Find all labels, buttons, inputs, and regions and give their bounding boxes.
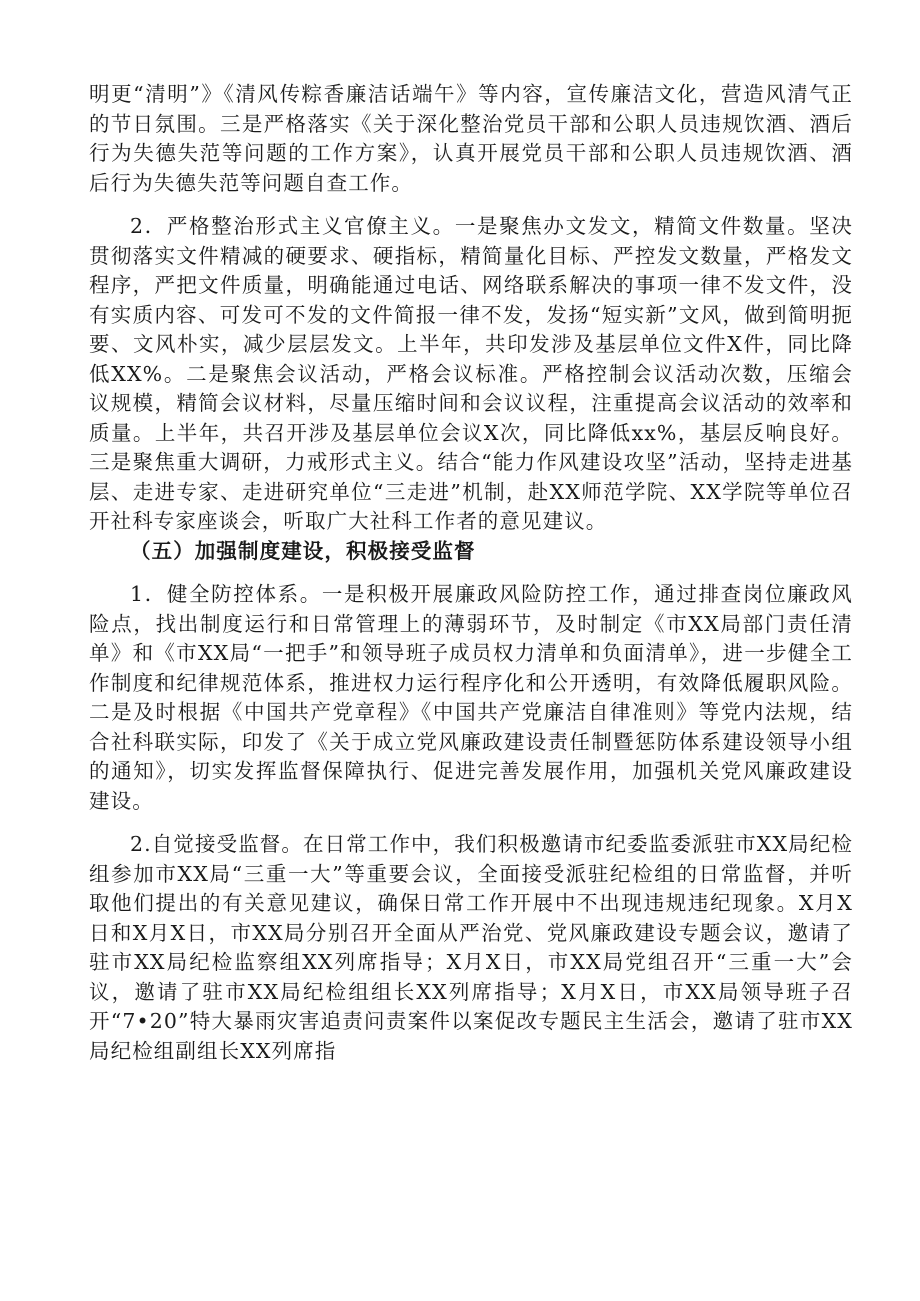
paragraph-prevention-system: 1．健全防控体系。一是积极开展廉政风险防控工作，通过排查岗位廉政风险点，找出制度运行和日常管理上的薄弱环节，及时制定《市XX局部门责任清单》和《市XX局“一把手”和领导班子成员权力清单和负面清单》，进一步健全工作制度和纪律规范体系，推进权力运行程序化和公开透明，有效降低履职风险。二是及时根据《中国共产党章程》《中国共产党廉洁自律准则》等党内法规，结合社科联实际，印发了《关于成立党风廉政建设责任制暨惩防体系建设领导小组的通知》，切实发挥监督保障执行、促进完善发展作用，加强机关党风廉政建设建设。 xyxy=(89,582,853,813)
paragraph-formalism-rectification: 2．严格整治形式主义官僚主义。一是聚焦办文发文，精简文件数量。坚决贯彻落实文件精减的硬要求、硬指标，精简量化目标、严控发文数量，严格发文程序，严把文件质量，明确能通过电话、网络联系解决的事项一律不发文件，没有实质内容、可发可不发的文件简报一律不发，发扬“短实新”文风，做到简明扼要、文风朴实，减少层层发文。上半年，共印发涉及基层单位文件X件，同比降低XX%。二是聚焦会议活动，严格会议标准。严格控制会议活动次数，压缩会议规模，精简会议材料，尽量压缩时间和会议议程，注重提高会议活动的效率和质量。上半年，共召开涉及基层单位会议X次，同比降低xx%，基层反响良好。三是聚焦重大调研，力戒形式主义。结合“能力作风建设攻坚”活动，坚持走进基层、走进专家、走进研究单位“三走进”机制，赴XX师范学院、XX学院等单位召开社科专家座谈会，听取广大社科工作者的意见建议。 xyxy=(89,214,853,533)
document-page xyxy=(89,80,853,1066)
paragraph-festival-culture: 明更“清明”》《清风传粽香廉洁话端午》等内容，宣传廉洁文化，营造风清气正的节日氛围。三是严格落实《关于深化整治党员干部和公职人员违规饮酒、酒后行为失德失范等问题的工作方案》，认真开展党员干部和公职人员违规饮酒、酒后行为失德失范等问题自查工作。 xyxy=(89,82,853,195)
section-heading-system-building: （五）加强制度建设，积极接受监督 xyxy=(130,538,476,563)
paragraph-accept-supervision: 2.自觉接受监督。在日常工作中，我们积极邀请市纪委监委派驻市XX局纪检组参加市XX局“三重一大”等重要会议，全面接受派驻纪检组的日常监督，并听取他们提出的有关意见建议，确保日常工作开展中不出现违规违纪现象。X月X日和X月X日，市XX局分别召开全面从严治党、党风廉政建设专题会议，邀请了驻市XX局纪检监察组XX列席指导；X月X日，市XX局党组召开“三重一大”会议，邀请了驻市XX局纪检组组长XX列席指导；X月X日，市XX局领导班子召开“7•20”特大暴雨灾害追责问责案件以案促改专题民主生活会，邀请了驻市XX局纪检组副组长XX列席指 xyxy=(89,832,853,1063)
